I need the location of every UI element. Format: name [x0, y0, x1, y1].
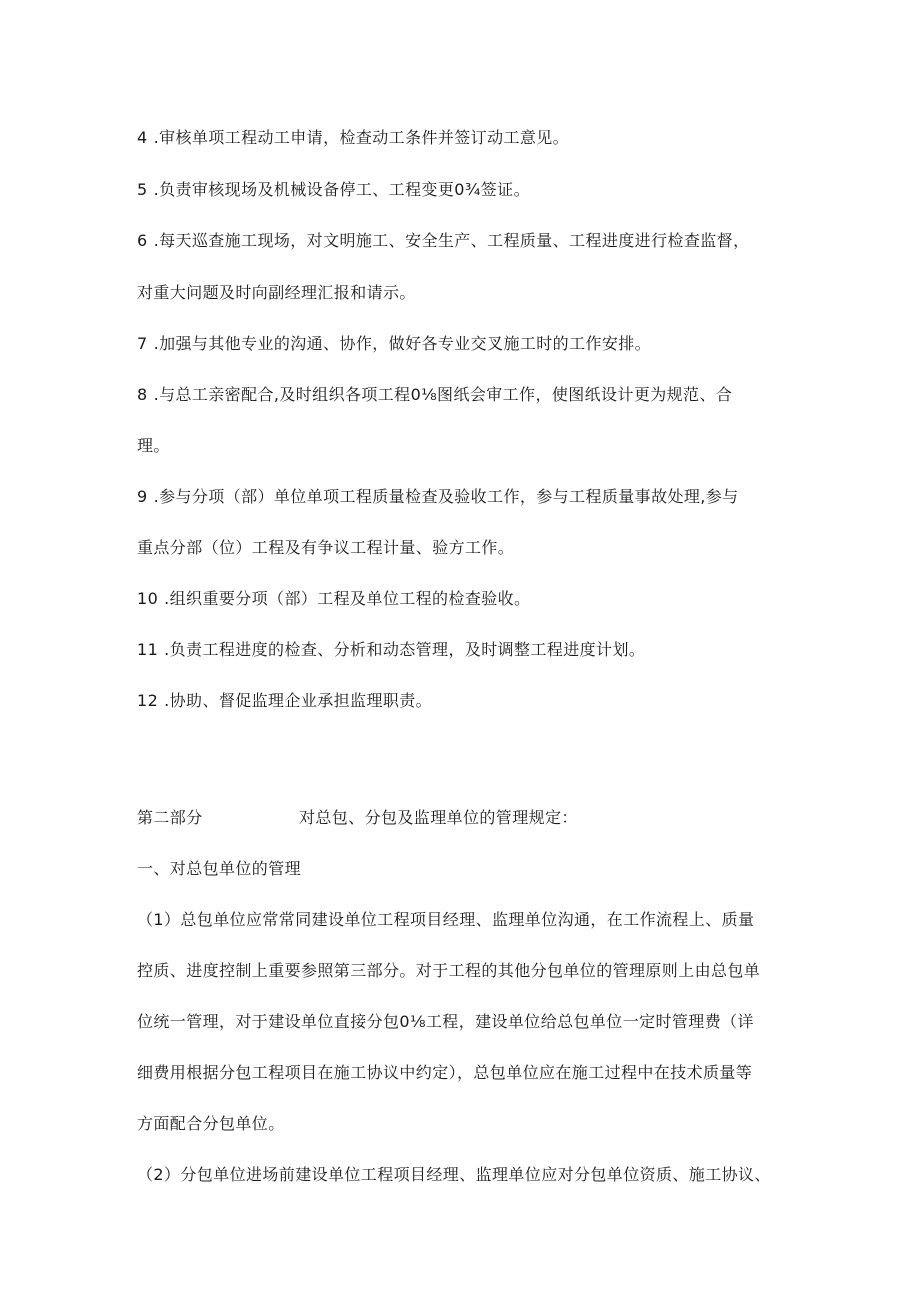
paragraph-line	[137, 1165, 771, 1185]
list-item-continuation: 理。	[137, 436, 170, 455]
list-item	[137, 385, 732, 405]
paragraph-line: 位统一管理，对于建设单位直接分包0⅛工程，建设单位给总包单位一定时管理费（详	[137, 1012, 754, 1031]
list-item-continuation: 对重大问题及时向副经理汇报和请示。	[137, 283, 416, 302]
item-number: 6	[137, 231, 148, 250]
item-text: .审核单项工程动工申请，检查动工条件并签订动工意见。	[153, 128, 570, 147]
list-item	[137, 128, 569, 148]
item-text: .协助、督促监理企业承担监理职责。	[164, 691, 433, 710]
item-text: .参与分项（部）单位单项工程质量检查及验收工作，参与工程质量事故处理,参与	[153, 487, 739, 506]
item-text: .组织重要分项（部）工程及单位工程的检查验收。	[164, 589, 531, 608]
item-number: 11	[137, 640, 159, 659]
list-item	[137, 487, 739, 507]
item-number: 12	[137, 691, 159, 710]
section-heading	[137, 808, 578, 828]
section-title: 对总包、分包及监理单位的管理规定：	[299, 808, 578, 827]
paragraph-marker: （1）	[137, 910, 181, 929]
item-text: .负责审核现场及机械设备停工、工程变更0¾签证。	[153, 180, 530, 199]
list-item	[137, 231, 749, 251]
item-number: 10	[137, 589, 159, 608]
list-item	[137, 334, 651, 354]
item-number: 4	[137, 128, 148, 147]
list-item	[137, 691, 432, 711]
list-item	[137, 589, 530, 609]
paragraph-marker: （2）	[137, 1165, 181, 1184]
list-item-continuation: 重点分部（位）工程及有争议工程计量、验方工作。	[137, 538, 515, 557]
item-text: .加强与其他专业的沟通、协作，做好各专业交叉施工时的工作安排。	[153, 334, 652, 353]
item-number: 9	[137, 487, 148, 506]
list-item	[137, 180, 530, 200]
paragraph-line: 细费用根据分包工程项目在施工协议中约定），总包单位应在施工过程中在技术质量等	[137, 1063, 753, 1082]
section-label: 第二部分	[137, 808, 203, 827]
list-item	[137, 640, 645, 660]
item-number: 8	[137, 385, 148, 404]
item-number: 7	[137, 334, 148, 353]
item-text: .每天巡查施工现场，对文明施工、安全生产、工程质量、工程进度进行检查监督，	[153, 231, 750, 250]
paragraph-line: 控质、进度控制上重要参照第三部分。对于工程的其他分包单位的管理原则上由总包单	[137, 961, 761, 980]
paragraph-line: 方面配合分包单位。	[137, 1114, 285, 1133]
paragraph-text: 总包单位应常常同建设单位工程项目经理、监理单位沟通，在工作流程上、质量	[180, 910, 755, 929]
item-text: .与总工亲密配合,及时组织各项工程0⅛图纸会审工作，使图纸设计更为规范、合	[153, 385, 733, 404]
item-number: 5	[137, 180, 148, 199]
paragraph-text: 分包单位进场前建设单位工程项目经理、监理单位应对分包单位资质、施工协议、	[180, 1165, 771, 1184]
subsection-heading: 一、对总包单位的管理	[137, 859, 302, 878]
item-text: .负责工程进度的检查、分析和动态管理，及时调整工程进度计划。	[164, 640, 646, 659]
paragraph-line	[137, 910, 754, 930]
